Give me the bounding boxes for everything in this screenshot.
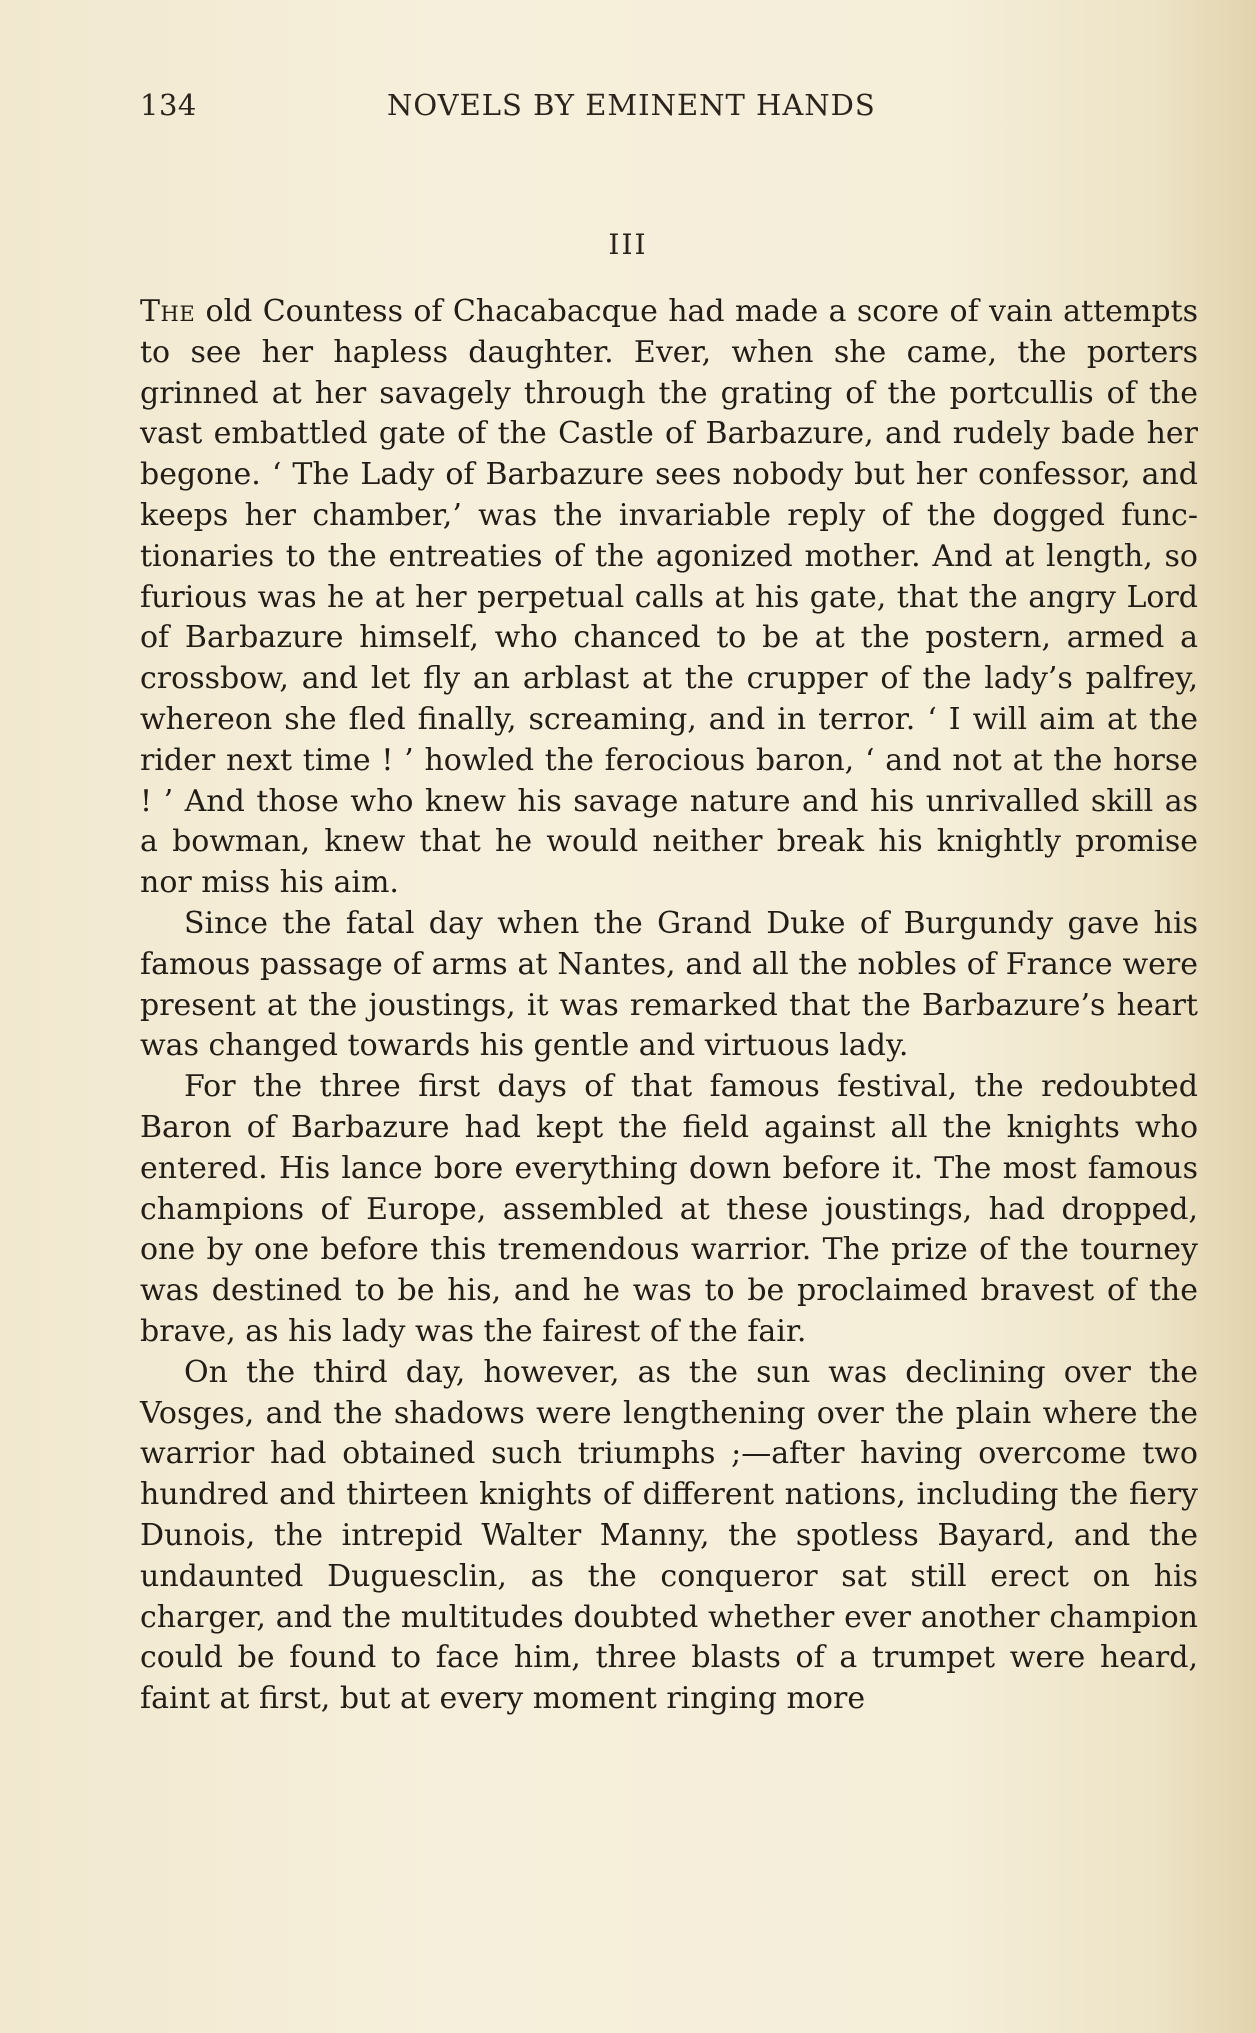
paragraph-text: Since the fatal day when the Grand Duke of Burgundy gave his famous passage of arms at Nantes, and all the nobles of France were present at the joustings, it was remarked that the Barbazure’s heart was changed towards his gentle and virtuous lady. xyxy=(140,905,1198,1064)
paragraph xyxy=(140,1067,1198,1353)
paragraph xyxy=(140,904,1198,1067)
running-title: NOVELS BY EMINENT HANDS xyxy=(387,88,876,122)
body-text xyxy=(140,292,1198,1720)
page-header xyxy=(140,88,1200,132)
paragraph-text: old Countess of Chacabacque had made a score of vain attempts to see her hapless daughter. Ever, when she came, the porters grinned at her savagely through the grating of the portcullis of the vast embattled gate of the Castle of Barbazure, and rudely bade her begone. ‘ The Lady of Barbazure sees nobody but her confessor, and keeps her chamber,’ was the invariable reply of the dogged functionaries to the entreaties of the agonized mother. And at length, so furious was he at her perpetual calls at his gate, that the angry Lord of Barbazure himself, who chanced to be at the postern, armed a crossbow, and let fly an arblast at the crupper of the lady’s palfrey, whereon she fled finally, screaming, and in terror. ‘ I will aim at the rider next time ! ’ howled the ferocious baron, ‘ and not at the horse ! ’ And those who knew his savage nature and his unrivalled skill as a bowman, knew that he would neither break his knightly promise nor miss his aim. xyxy=(140,294,1198,901)
paragraph xyxy=(140,292,1198,904)
paragraph-text: On the third day, however, as the sun was declining over the Vosges, and the shadows were lengthening over the plain where the warrior had obtained such triumphs ;—after having overcome two hundred and thirteen knights of different nations, including the fiery Dunois, the intrepid Walter Manny, the spotless Bayard, and the undaunted Duguesclin, as the conqueror sat still erect on his charger, and the multitudes doubted whether ever another champion could be found to face him, three blasts of a trumpet were heard, faint at first, but at every moment ringing more xyxy=(140,1354,1198,1717)
chapter-heading: III xyxy=(608,228,648,261)
paragraph xyxy=(140,1353,1198,1720)
paragraph-lead-word: The xyxy=(140,294,196,329)
page-number: 134 xyxy=(140,88,197,122)
paragraph-text: For the three first days of that famous festival, the redoubted Baron of Barbazure had kept the field against all the knights who entered. His lance bore everything down before it. The most famous champions of Europe, assembled at these joustings, had dropped, one by one before this tremendous warrior. The prize of the tourney was destined to be his, and he was to be proclaimed bravest of the brave, as his lady was the fairest of the fair. xyxy=(140,1069,1198,1349)
